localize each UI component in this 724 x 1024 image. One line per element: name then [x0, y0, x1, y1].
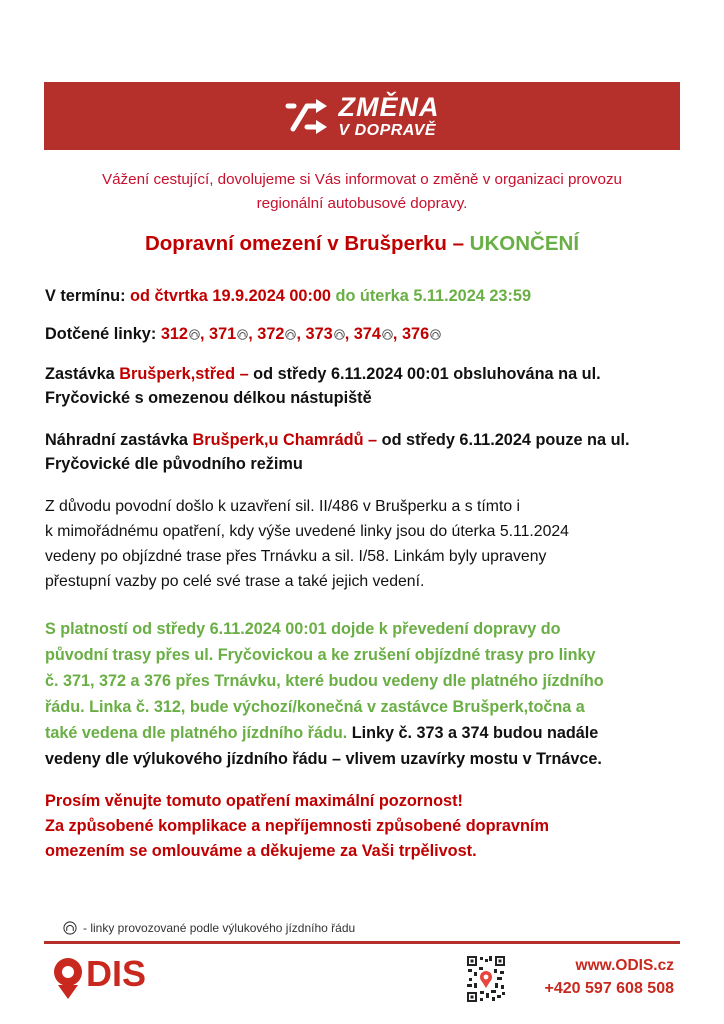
separator: , [248, 325, 258, 343]
lines-label: Dotčené linky: [45, 325, 161, 343]
stop-text: od středy 6.11.2024 pouze na ul. Fryčovické dle původního režimu [45, 431, 630, 473]
footer-divider [44, 941, 680, 944]
change-line: č. 371, 372 a 376 přes Trnávku, které budou vedeny dle platného jízdního [45, 672, 604, 690]
header-banner [44, 82, 680, 150]
stop-text: od středy 6.11.2024 00:01 obsluhována na ul. Fryčovické s omezenou délkou nástupiště [45, 365, 601, 407]
apology-line: Za způsobené komplikace a nepříjemnosti způsobené dopravním [45, 817, 549, 835]
term-from: od čtvrtka 19.9.2024 00:00 [130, 287, 331, 305]
phone-number[interactable]: +420 597 608 508 [544, 980, 674, 997]
detour-timetable-icon [334, 329, 345, 340]
detour-timetable-icon [382, 329, 393, 340]
reason-line: přestupní vazby po celé své trase a také jejich vedení. [45, 573, 425, 590]
separator: , [392, 325, 402, 343]
detour-timetable-icon [189, 329, 200, 340]
contact-info [545, 955, 674, 1001]
detour-timetable-icon [63, 921, 77, 935]
change-line: S platností od středy 6.11.2024 00:01 dojde k převedení dopravy do [45, 620, 561, 638]
line-number: 374 [353, 325, 381, 343]
line-item [402, 325, 441, 343]
banner-title-line1: ZMĚNA [338, 91, 440, 122]
apology-line: Prosím věnujte tomuto opatření maximální pozornost! [45, 792, 463, 810]
legend-text: - linky provozované podle výlukového jízdního řádu [83, 921, 356, 935]
detour-timetable-icon [285, 329, 296, 340]
stop-prefix: Náhradní zastávka [45, 431, 193, 449]
intro-line: regionální autobusové dopravy. [256, 195, 468, 212]
intro-line: Vážení cestující, dovolujeme si Vás informovat o změně v organizaci provozu [101, 171, 622, 188]
reason-line: Z důvodu povodní došlo k uzavření sil. II/486 v Brušperku a s tímto i [45, 498, 521, 515]
title-main: Dopravní omezení v Brušperku – [144, 232, 470, 255]
line-number: 373 [305, 325, 333, 343]
change-green-text: také vedena dle platného jízdního řádu. [45, 724, 348, 742]
line-item [209, 325, 248, 343]
change-black-text: Linky č. 373 a 374 budou nadále [347, 724, 599, 742]
qr-code-icon [466, 955, 506, 1003]
intro-text [44, 168, 680, 216]
term-to: do úterka 5.11.2024 23:59 [330, 287, 532, 305]
reason-line: vedeny po objízdné trase přes Trnávku a sil. I/58. Linkám byly upraveny [45, 548, 547, 565]
page-title [44, 232, 680, 256]
stop-prefix: Zastávka [45, 365, 120, 383]
detour-timetable-icon [430, 329, 441, 340]
stop-notice-chamradu [45, 428, 685, 476]
change-line: původní trasy přes ul. Fryčovickou a ke zrušení objízdné trasy pro linky [45, 646, 596, 664]
line-item [257, 325, 296, 343]
change-paragraph [45, 616, 685, 772]
change-line: řádu. Linka č. 312, bude výchozí/konečná v zastávce Brušperk,točna a [45, 698, 585, 716]
apology-line: omezením se omlouváme a děkujeme za Vaši trpělivost. [45, 842, 477, 860]
legend [62, 921, 355, 935]
change-line [45, 720, 685, 746]
change-line: vedeny dle výlukového jízdního řádu – vlivem uzavírky mostu v Trnávce. [45, 750, 602, 768]
separator: , [344, 325, 354, 343]
affected-lines [45, 322, 685, 346]
odis-logo [52, 955, 172, 1003]
banner-title-line2: V DOPRAVĚ [338, 121, 437, 139]
line-number: 376 [401, 325, 430, 343]
stop-notice-stred [45, 362, 675, 410]
stop-name: Brušperk,u Chamrádů – [192, 431, 382, 449]
separator: , [296, 325, 306, 343]
line-number: 372 [257, 325, 285, 343]
line-number: 312 [160, 325, 188, 343]
route-change-icon [285, 96, 329, 136]
line-item [354, 325, 393, 343]
status-badge: UKONČENÍ [469, 232, 580, 255]
reason-paragraph [45, 494, 685, 594]
svg-text:DIS: DIS [86, 955, 147, 994]
term-line [45, 284, 685, 308]
reason-line: k mimořádnému opatření, kdy výše uvedené linky jsou do úterka 5.11.2024 [45, 523, 569, 540]
website-link[interactable]: www.ODIS.cz [575, 957, 674, 974]
detour-timetable-icon [237, 329, 248, 340]
term-label: V termínu: [45, 287, 131, 305]
line-item [161, 325, 200, 343]
apology-paragraph [45, 789, 685, 864]
stop-name: Brušperk,střed – [119, 365, 254, 383]
separator: , [199, 325, 210, 343]
line-item [306, 325, 345, 343]
line-number: 371 [209, 325, 237, 343]
